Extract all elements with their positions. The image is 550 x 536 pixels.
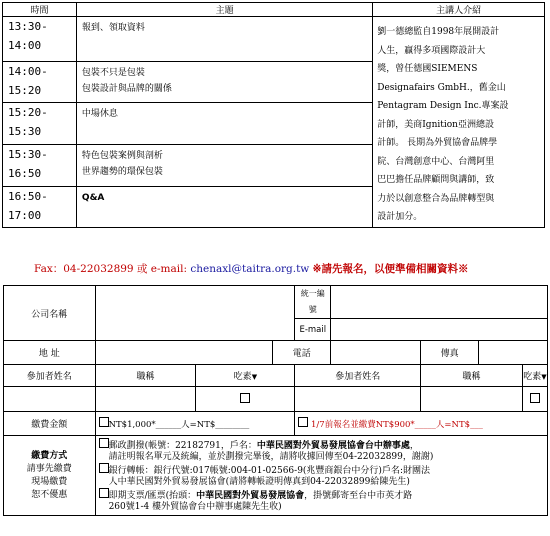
bio-line: 劉一德總監自1998年展開設計 <box>377 27 500 37</box>
topic-line: 世界趨勢的環保包裝 <box>81 167 163 178</box>
payment-text: 人中華民國對外貿易發展協會(請將轉帳證明傳真到04-22032899給陳先生) <box>108 477 410 487</box>
header-speaker: 主講人介紹 <box>373 3 545 17</box>
attendee-input-row <box>4 387 548 412</box>
bio-line: Designafairs GmbH.，舊金山 <box>377 82 506 93</box>
payment-text: 即期支票/匯票(抬頭： <box>108 491 197 501</box>
payment-row <box>4 436 548 516</box>
payment-label-line: 繳費方式 <box>31 450 68 461</box>
time-end: 16:50 <box>8 167 42 181</box>
time-start: 15:30- <box>8 148 48 162</box>
tax-id-char: 一 <box>308 289 317 298</box>
fee-option-1 <box>95 412 295 436</box>
topic-line: 中場休息 <box>81 109 118 120</box>
contact-line <box>34 261 468 276</box>
payment-postal-checkbox[interactable] <box>99 438 109 448</box>
bio-line: 設計加分。 <box>377 212 423 222</box>
payment-check <box>99 488 547 513</box>
tax-id-input[interactable] <box>331 286 548 319</box>
phone-label: 電話 <box>273 341 331 365</box>
time-end: 15:20 <box>8 83 42 97</box>
time-cell <box>3 103 77 145</box>
topic-cell <box>76 17 372 62</box>
schedule-row <box>3 17 545 62</box>
company-row <box>4 286 548 319</box>
address-row <box>4 341 548 365</box>
attendee-header-row <box>4 365 548 387</box>
company-name-label: 公司名稱 <box>4 286 96 341</box>
vegetarian-checkbox[interactable] <box>240 393 250 403</box>
tax-id-label <box>295 286 331 319</box>
topic-line: 特色包裝案例與剖析 <box>81 151 163 162</box>
topic-line: 包裝設計與品牌的關係 <box>81 83 172 94</box>
time-end: 15:30 <box>8 125 42 139</box>
payment-text: ， <box>409 441 419 451</box>
time-end: 14:00 <box>8 39 42 52</box>
fee-row <box>4 412 548 436</box>
time-cell <box>3 17 77 62</box>
phone-input[interactable] <box>331 341 421 365</box>
chevron-down-icon: ▼ <box>541 373 547 381</box>
payment-bank-checkbox[interactable] <box>99 463 109 473</box>
topic-cell <box>76 145 372 187</box>
fax-label: 傳真 <box>421 341 479 365</box>
fee-option-2 <box>295 412 548 436</box>
topic-cell <box>76 103 372 145</box>
time-cell <box>3 186 77 227</box>
topic-line: 報到、領取資料 <box>81 23 145 33</box>
register-note: ※請先報名，以便準備相關資料※ <box>312 263 469 275</box>
registration-form <box>3 285 548 516</box>
job-title-label-2: 職稱 <box>421 365 523 387</box>
topic-line: Q&A <box>81 192 105 203</box>
bio-line: 人生，贏得多項國際設計大 <box>377 45 486 56</box>
attendee-name-input[interactable] <box>4 387 96 412</box>
email-input[interactable] <box>331 319 548 341</box>
attendee-name-label-2: 參加者姓名 <box>295 365 421 387</box>
fax-text: Fax：04-22032899 或 e-mail: <box>34 263 188 275</box>
vegetarian-label-2 <box>522 365 547 387</box>
vegetarian-cell-2 <box>522 387 547 412</box>
tax-id-char: 編 <box>316 289 325 298</box>
header-time: 時間 <box>3 3 77 17</box>
time-cell <box>3 61 77 103</box>
bio-line: 巴巴擔任品牌顧問與講師，致 <box>377 175 495 185</box>
job-title-label: 職稱 <box>95 365 196 387</box>
email-label: E-mail <box>295 319 331 341</box>
fee-option-2-checkbox[interactable] <box>298 417 308 427</box>
payment-bank <box>99 463 547 488</box>
topic-cell <box>76 61 372 103</box>
vegetarian-label <box>196 365 295 387</box>
schedule-header-row <box>3 3 545 17</box>
fax-input[interactable] <box>479 341 548 365</box>
fee-option-1-checkbox[interactable] <box>99 417 109 427</box>
address-label: 地 址 <box>4 341 96 365</box>
bio-line: 力於以創意整合為品牌轉型與 <box>377 193 495 204</box>
bio-line: 獎，曾任德國SIEMENS <box>377 64 478 74</box>
payment-label-line: 恕不優惠 <box>31 489 68 500</box>
payment-text-bold: 中華民國對外貿易發展協會台中辦事處 <box>256 441 410 451</box>
time-start: 16:50- <box>8 189 48 203</box>
speaker-bio <box>373 17 545 228</box>
payment-label-line: 請事先繳費 <box>26 463 72 474</box>
payment-check-checkbox[interactable] <box>99 488 109 498</box>
header-topic: 主題 <box>76 3 372 17</box>
time-cell <box>3 145 77 187</box>
tax-id-char: 統 <box>300 289 309 298</box>
payment-text: 郵政劃撥(帳號：22182791，戶名： <box>108 441 257 451</box>
vegetarian-checkbox-2[interactable] <box>530 393 540 403</box>
fee-option-1-text: NT$1,000*______人=NT$________ <box>108 420 250 430</box>
topic-line: 包裝不只是包裝 <box>81 67 145 78</box>
company-name-input[interactable] <box>95 286 295 341</box>
attendee-name-label: 參加者姓名 <box>4 365 96 387</box>
payment-text: 260號1-4 樓外貿協會台中辦事處陳先生收) <box>108 502 282 512</box>
payment-text: 銀行轉帳：銀行代號:017帳號:004-01-02566-9(兆豐商銀台中分行)戶名:財團法 <box>108 466 430 476</box>
tax-id-char: 號 <box>308 305 317 314</box>
time-start: 14:00- <box>8 64 48 78</box>
vegetarian-text: 吃素 <box>233 372 252 382</box>
time-end: 17:00 <box>8 208 42 222</box>
payment-methods <box>95 436 547 516</box>
job-title-input[interactable] <box>95 387 196 412</box>
fee-option-2-text: 1/7前報名並繳費NT$900*_____人=NT$___ <box>311 420 483 430</box>
fee-label: 繳費金額 <box>4 412 96 436</box>
vegetarian-cell <box>196 387 295 412</box>
bio-line: Pentagram Design Inc.專案設 <box>377 101 509 111</box>
vegetarian-text: 吃素 <box>523 372 542 382</box>
bio-line: 院、台灣創意中心、台灣阿里 <box>377 156 495 167</box>
payment-postal <box>99 438 547 463</box>
payment-label-line: 現場繳費 <box>31 476 68 487</box>
schedule-table <box>2 2 545 228</box>
topic-cell <box>76 186 372 227</box>
bio-line: 計師，美商Ignition亞洲總設 <box>377 119 494 130</box>
bio-line: 計師。 長期為外貿協會品牌學 <box>377 138 498 148</box>
job-title-input-2[interactable] <box>421 387 523 412</box>
time-start: 15:20- <box>8 106 48 120</box>
chevron-down-icon: ▼ <box>251 373 258 381</box>
attendee-name-input-2[interactable] <box>295 387 421 412</box>
payment-text: 請註明報名單元及統編，並於劃撥完畢後，請將收據回傳至04-22032899，謝謝) <box>108 452 434 462</box>
payment-text-bold: 中華民國對外貿易發展協會 <box>196 491 305 501</box>
payment-text: ，掛號郵寄至台中市英才路 <box>304 491 413 501</box>
address-input[interactable] <box>95 341 273 365</box>
payment-label <box>4 436 96 516</box>
time-start: 13:30- <box>8 20 48 33</box>
email-link[interactable]: chenaxl@taitra.org.tw <box>190 263 310 275</box>
